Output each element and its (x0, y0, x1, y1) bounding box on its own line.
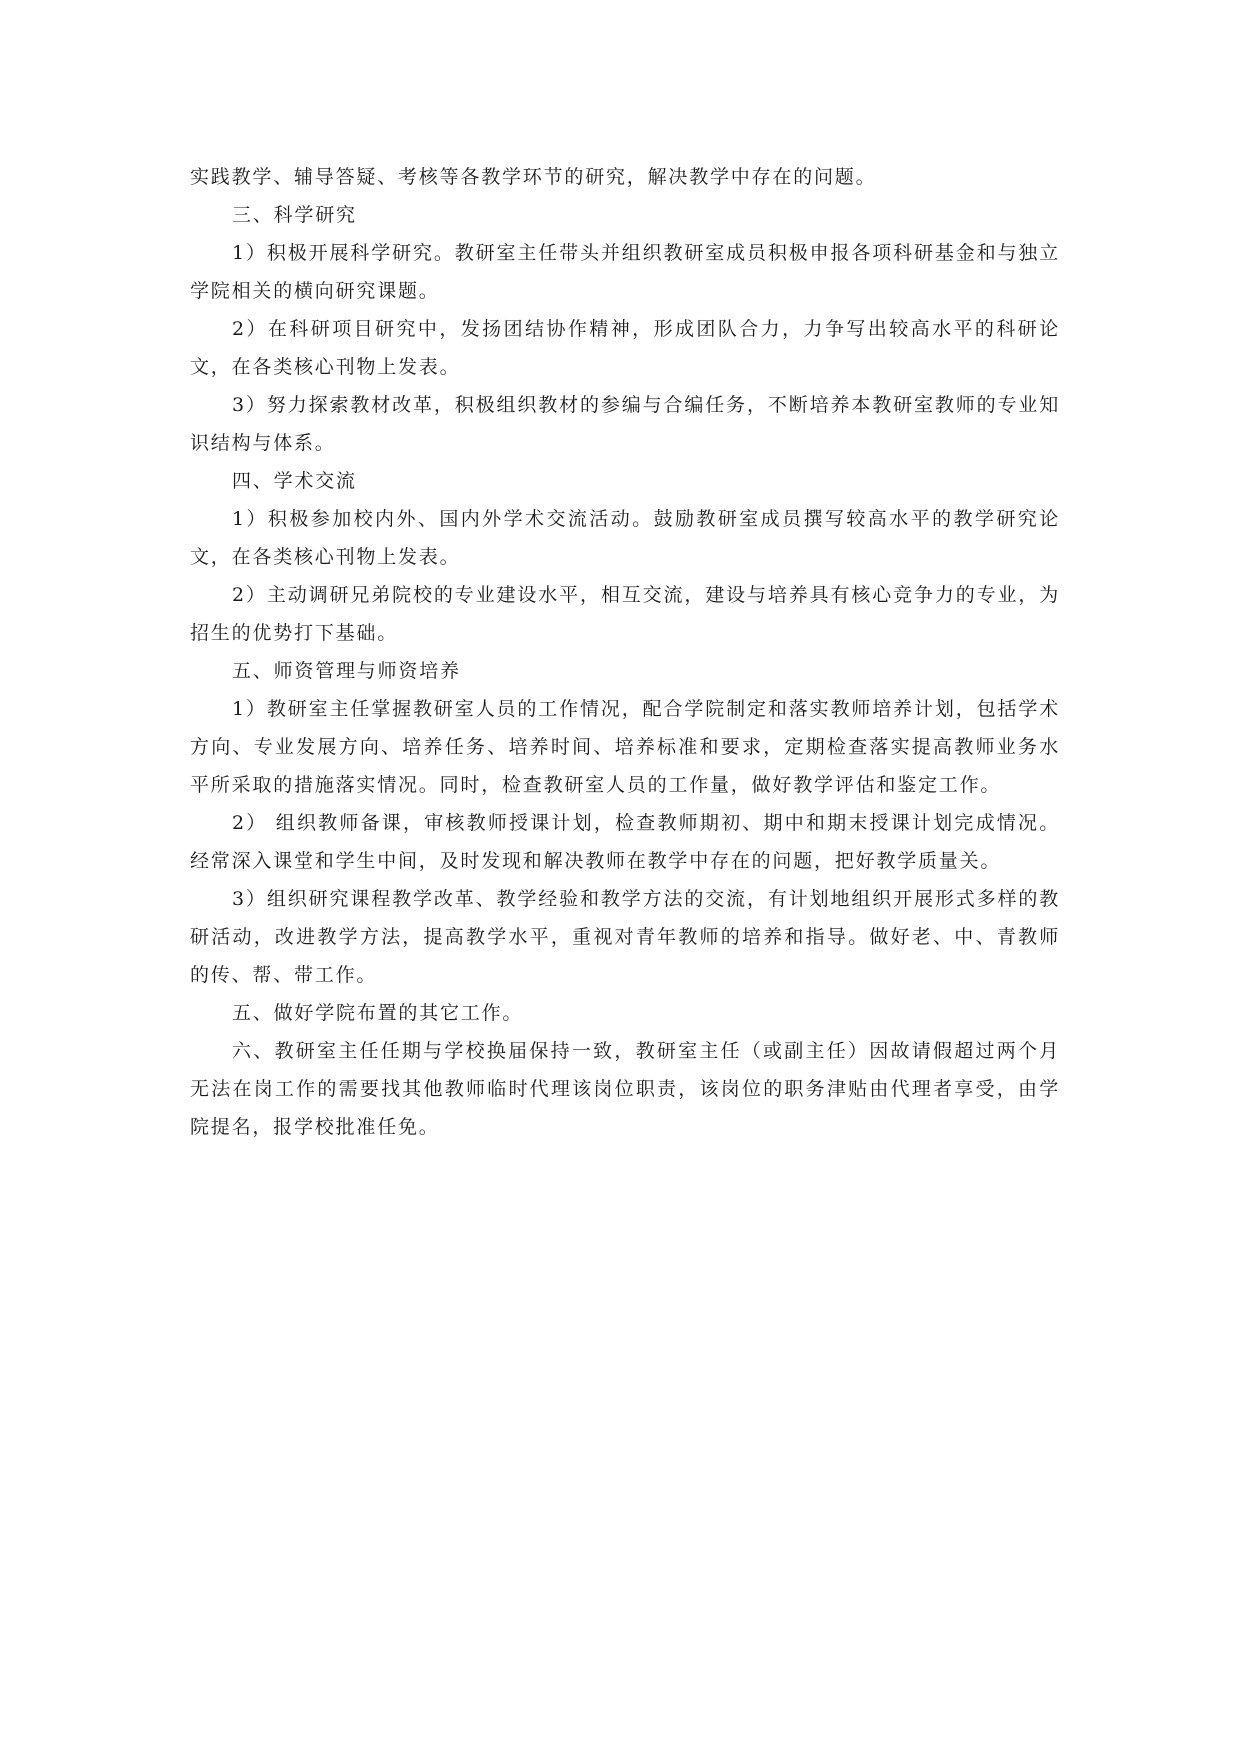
paragraph-item: 3）努力探索教材改革，积极组织教材的参编与合编任务，不断培养本教研室教师的专业知识结构与体系。 (190, 394, 1060, 454)
section-heading-faculty: 五、师资管理与师资培养 (232, 660, 461, 682)
section-heading-exchange: 四、学术交流 (232, 470, 357, 492)
section-heading-research: 三、科学研究 (232, 204, 357, 226)
paragraph-item: 2） 组织教师备课，审核教师授课计划，检查教师期初、期中和期末授课计划完成情况。经常深入课堂和学生中间，及时发现和解决教师在教学中存在的问题，把好教学质量关。 (190, 812, 1060, 872)
paragraph-item: 3）组织研究课程教学改革、教学经验和教学方法的交流，有计划地组织开展形式多样的教研活动，改进教学方法，提高教学水平，重视对青年教师的培养和指导。做好老、中、青教师的传、帮、带工作。 (190, 888, 1060, 986)
paragraph-item: 2）主动调研兄弟院校的专业建设水平，相互交流，建设与培养具有核心竞争力的专业，为招生的优势打下基础。 (190, 584, 1060, 644)
paragraph-item: 1）教研室主任掌握教研室人员的工作情况，配合学院制定和落实教师培养计划，包括学术方向、专业发展方向、培养任务、培养时间、培养标准和要求，定期检查落实提高教师业务水平所采取的措施落实情况。同时，检查教研室人员的工作量，做好教学评估和鉴定工作。 (190, 698, 1060, 796)
section-heading-other-work: 五、做好学院布置的其它工作。 (232, 1002, 524, 1024)
paragraph-item: 2）在科研项目研究中，发扬团结协作精神，形成团队合力，力争写出较高水平的科研论文，在各类核心刊物上发表。 (190, 318, 1060, 378)
document-body (190, 158, 1060, 1146)
paragraph-continuation: 实践教学、辅导答疑、考核等各教学环节的研究，解决教学中存在的问题。 (190, 166, 877, 188)
paragraph-item: 1）积极开展科学研究。教研室主任带头并组织教研室成员积极申报各项科研基金和与独立学院相关的横向研究课题。 (190, 242, 1060, 302)
paragraph-item: 1）积极参加校内外、国内外学术交流活动。鼓励教研室成员撰写较高水平的教学研究论文，在各类核心刊物上发表。 (190, 508, 1060, 568)
paragraph-item: 六、教研室主任任期与学校换届保持一致，教研室主任（或副主任）因故请假超过两个月无法在岗工作的需要找其他教师临时代理该岗位职责，该岗位的职务津贴由代理者享受，由学院提名，报学校批准任免。 (190, 1040, 1060, 1138)
